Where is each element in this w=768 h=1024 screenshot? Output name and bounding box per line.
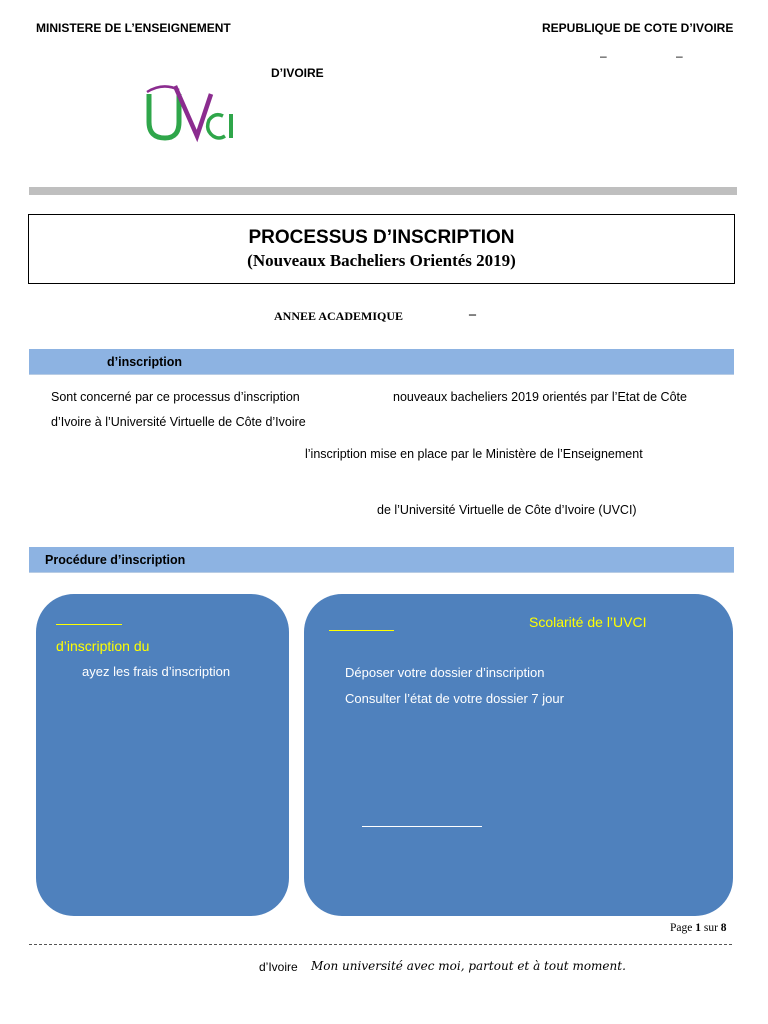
ministry-header-line2: D’IVOIRE bbox=[271, 66, 324, 80]
ministry-header: MINISTERE DE L’ENSEIGNEMENT bbox=[36, 21, 231, 35]
panel-right-yellow-text: Scolarité de l’UVCI bbox=[529, 614, 647, 630]
footer-slogan: Mon université avec moi, partout et à tout moment. bbox=[311, 959, 626, 973]
footer-left-text: d’Ivoire bbox=[259, 960, 298, 974]
section-heading-inscription bbox=[29, 349, 734, 375]
procedure-panel-right bbox=[304, 594, 733, 916]
annee-academique-dash: – bbox=[469, 307, 476, 322]
section-heading-procedure bbox=[29, 547, 734, 573]
page-title: PROCESSUS D’INSCRIPTION bbox=[248, 227, 515, 248]
section1-text-line1b: nouveaux bacheliers 2019 orientés par l’Etat de Côte bbox=[393, 390, 687, 404]
page-number: Page 1 sur 8 bbox=[670, 922, 727, 934]
underline-white bbox=[362, 826, 482, 827]
panel-right-item-2: Consulter l’état de votre dossier 7 jour bbox=[345, 691, 564, 706]
section1-text-line1a: Sont concerné par ce processus d’inscription bbox=[51, 390, 300, 404]
section1-text-line3: l’inscription mise en place par le Ministère de l’Enseignement bbox=[305, 447, 643, 461]
republic-dash-2: – bbox=[676, 49, 683, 63]
header-divider bbox=[29, 187, 737, 195]
panel-left-white-text: ayez les frais d’inscription bbox=[82, 664, 231, 679]
section1-text-line4: de l’Université Virtuelle de Côte d’Ivoire (UVCI) bbox=[377, 503, 637, 517]
page-subtitle: (Nouveaux Bacheliers Orientés 2019) bbox=[247, 251, 516, 270]
underline-yellow bbox=[329, 630, 394, 631]
section-heading-text: Procédure d’inscription bbox=[45, 553, 186, 567]
procedure-panel-left bbox=[36, 594, 289, 916]
footer-divider bbox=[29, 944, 732, 945]
republic-header: REPUBLIQUE DE COTE D’IVOIRE bbox=[542, 21, 734, 35]
panel-left-yellow-text: d’inscription du bbox=[56, 638, 150, 654]
underline-yellow bbox=[56, 624, 122, 625]
section-heading-text: d’inscription bbox=[107, 355, 182, 369]
uvci-logo bbox=[145, 80, 245, 144]
annee-academique-label: ANNEE ACADEMIQUE bbox=[274, 309, 404, 323]
title-box bbox=[28, 214, 735, 284]
panel-right-item-1: Déposer votre dossier d’inscription bbox=[345, 665, 545, 680]
republic-dash-1: – bbox=[600, 49, 607, 63]
section1-text-line2: d’Ivoire à l’Université Virtuelle de Côte d’Ivoire bbox=[51, 415, 306, 429]
